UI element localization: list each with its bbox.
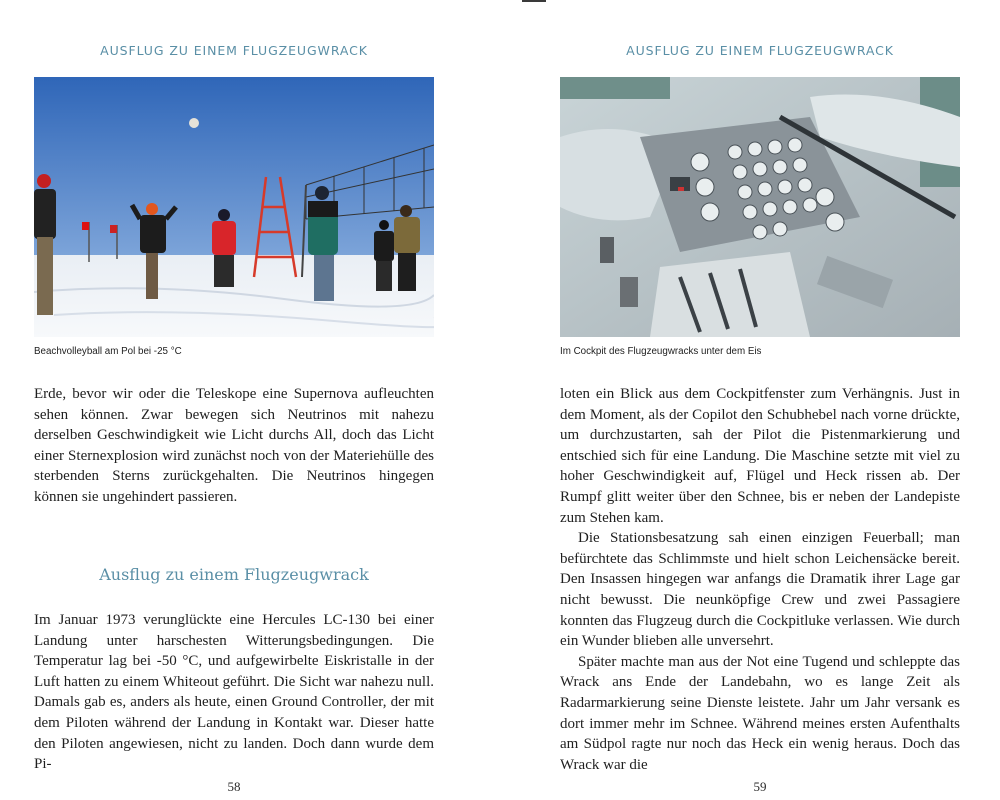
paragraph: Später machte man aus der Not eine Tugend und schleppte das Wrack ans Ende der Landebahn, wo es lange Zeit als Radarmarkierung seine Dienste leistete. Jahr um Jahr versank es dort immer mehr im Schnee. Während meines ersten Aufenthalts am Südpol ragte nur noch das Heck ein wenig heraus. Doch das Wrack war die <box>560 653 960 773</box>
running-head-right: AUSFLUG ZU EINEM FLUGZEUGWRACK <box>626 43 894 58</box>
paragraph: Erde, bevor wir oder die Teleskope eine Supernova aufleuchten sehen können. Zwar bewegen sich Neutrinos mit nahezu derselben Geschwindigkeit wie Licht durchs All, doch das Licht einer Sternexplosion wird zunächst noch von der Materiehülle des sterbenden Sterns zurückgehalten. Die Neutrinos hingegen können sie ungehindert passieren. <box>34 386 434 505</box>
gutter-mark <box>522 0 546 2</box>
right-page <box>560 0 960 800</box>
running-head-left: AUSFLUG ZU EINEM FLUGZEUGWRACK <box>100 43 368 58</box>
photo-caption-left: Beachvolleyball am Pol bei -25 °C <box>34 346 182 357</box>
section-heading: Ausflug zu einem Flugzeugwrack <box>99 565 369 584</box>
beach-volleyball-photo <box>34 77 434 337</box>
body-text-right <box>560 384 960 775</box>
left-page <box>34 0 434 800</box>
page-number-left: 58 <box>227 779 241 794</box>
body-text-left-1 <box>34 384 434 508</box>
paragraph: loten ein Blick aus dem Cockpitfenster zum Verhängnis. Just in dem Moment, als der Copilot den Schubhebel nach vorne drückte, um durchzustarten, sah der Pilot die Pistenmarkierung und entschied sich für eine Landung. Die Maschine setzte mit viel zu hoher Geschwindigkeit auf, Flügel und Heck rissen ab. Der Rumpf glitt weiter über den Schnee, bis er neben der Landepiste zum Stehen kam. <box>560 386 960 526</box>
photo-caption-right: Im Cockpit des Flugzeugwracks unter dem Eis <box>560 346 762 357</box>
cockpit-photo <box>560 77 960 337</box>
paragraph: Die Stationsbesatzung sah einen einzigen Feuerball; man befürchtete das Schlimmste und hielt schon Leichensäcke bereit. Den Insassen hingegen war anfangs die Dramatik ihrer Lage gar nicht bewusst. Die neunköpfige Crew und zwei Passagiere konnten das Flugzeug durch die Cockpitluke verlassen. Wie durch ein Wunder blieben alle unversehrt. <box>560 530 960 650</box>
page-number-right: 59 <box>753 779 767 794</box>
body-text-left-2 <box>34 610 434 775</box>
paragraph: Im Januar 1973 verunglückte eine Hercules LC-130 bei einer Landung unter harschesten Witterungsbedingungen. Die Temperatur lag bei -50 °C, und aufgewirbelte Eiskristalle in der Luft hatten zu einem Whiteout geführt. Die Sicht war nahezu null. Damals gab es, anders als heute, einen Ground Controller, der mit dem Piloten während der Landung in Kontakt war. Dieser hatte den Piloten angewiesen, nicht zu landen. Doch dann wurde dem Pi- <box>34 612 434 773</box>
